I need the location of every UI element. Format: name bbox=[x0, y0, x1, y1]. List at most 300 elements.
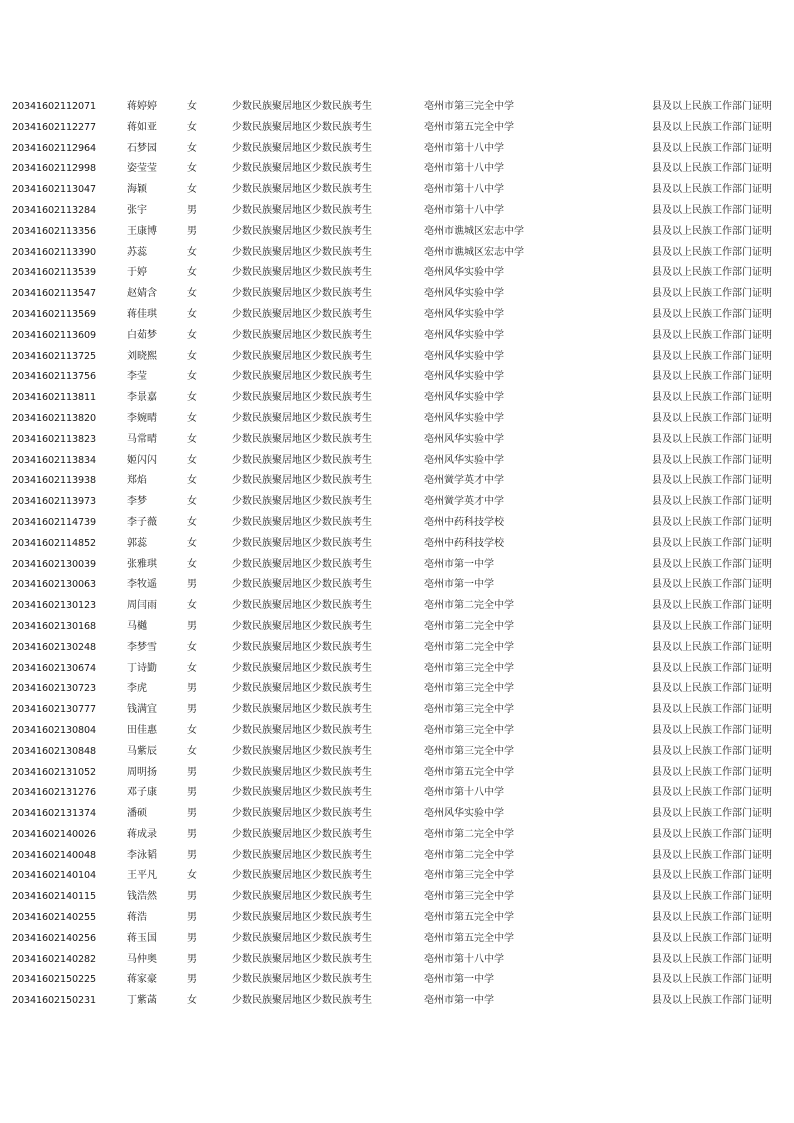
proof-cell: 县及以上民族工作部门证明 bbox=[652, 620, 772, 632]
exam-id-cell: 20341602130168 bbox=[12, 620, 97, 632]
proof-cell: 县及以上民族工作部门证明 bbox=[652, 350, 772, 362]
exam-id-cell: 20341602113539 bbox=[12, 267, 97, 279]
category-cell: 少数民族聚居地区少数民族考生 bbox=[232, 475, 372, 487]
category-cell: 少数民族聚居地区少数民族考生 bbox=[232, 870, 372, 882]
gender-cell: 女 bbox=[187, 558, 197, 570]
student-name-cell: 张宇 bbox=[127, 204, 147, 216]
school-cell: 亳州黉学英才中学 bbox=[424, 496, 504, 508]
exam-id-cell: 20341602131374 bbox=[12, 808, 97, 820]
school-cell: 亳州风华实验中学 bbox=[424, 350, 504, 362]
school-cell: 亳州风华实验中学 bbox=[424, 371, 504, 383]
table-row bbox=[0, 825, 794, 846]
category-cell: 少数民族聚居地区少数民族考生 bbox=[232, 433, 372, 445]
table-row bbox=[0, 970, 794, 991]
gender-cell: 女 bbox=[187, 267, 197, 279]
exam-id-cell: 20341602140282 bbox=[12, 953, 97, 965]
exam-id-cell: 20341602130674 bbox=[12, 662, 97, 674]
student-name-cell: 赵婧含 bbox=[127, 288, 157, 300]
category-cell: 少数民族聚居地区少数民族考生 bbox=[232, 808, 372, 820]
school-cell: 亳州市谯城区宏志中学 bbox=[424, 246, 524, 258]
gender-cell: 男 bbox=[187, 953, 197, 965]
proof-cell: 县及以上民族工作部门证明 bbox=[652, 932, 772, 944]
table-row bbox=[0, 180, 794, 201]
exam-id-cell: 20341602112964 bbox=[12, 142, 97, 154]
proof-cell: 县及以上民族工作部门证明 bbox=[652, 766, 772, 778]
gender-cell: 女 bbox=[187, 288, 197, 300]
category-cell: 少数民族聚居地区少数民族考生 bbox=[232, 912, 372, 924]
table-row bbox=[0, 804, 794, 825]
gender-cell: 男 bbox=[187, 932, 197, 944]
gender-cell: 女 bbox=[187, 329, 197, 341]
proof-cell: 县及以上民族工作部门证明 bbox=[652, 579, 772, 591]
category-cell: 少数民族聚居地区少数民族考生 bbox=[232, 662, 372, 674]
gender-cell: 男 bbox=[187, 579, 197, 591]
school-cell: 亳州市第三完全中学 bbox=[424, 891, 514, 903]
exam-id-cell: 20341602113356 bbox=[12, 225, 97, 237]
table-row bbox=[0, 118, 794, 139]
category-cell: 少数民族聚居地区少数民族考生 bbox=[232, 974, 372, 986]
gender-cell: 女 bbox=[187, 412, 197, 424]
school-cell: 亳州市第三完全中学 bbox=[424, 704, 514, 716]
proof-cell: 县及以上民族工作部门证明 bbox=[652, 184, 772, 196]
table-row bbox=[0, 783, 794, 804]
exam-id-cell: 20341602130848 bbox=[12, 745, 97, 757]
category-cell: 少数民族聚居地区少数民族考生 bbox=[232, 995, 372, 1007]
proof-cell: 县及以上民族工作部门证明 bbox=[652, 537, 772, 549]
exam-id-cell: 20341602112277 bbox=[12, 121, 97, 133]
student-name-cell: 蒋浩 bbox=[127, 912, 147, 924]
gender-cell: 女 bbox=[187, 142, 197, 154]
school-cell: 亳州市第十八中学 bbox=[424, 204, 504, 216]
school-cell: 亳州市第一中学 bbox=[424, 579, 494, 591]
student-name-cell: 李牧遥 bbox=[127, 579, 157, 591]
student-name-cell: 丁紫菡 bbox=[127, 995, 157, 1007]
gender-cell: 女 bbox=[187, 641, 197, 653]
gender-cell: 女 bbox=[187, 475, 197, 487]
category-cell: 少数民族聚居地区少数民族考生 bbox=[232, 849, 372, 861]
student-name-cell: 李子薇 bbox=[127, 516, 157, 528]
category-cell: 少数民族聚居地区少数民族考生 bbox=[232, 579, 372, 591]
student-name-cell: 王康博 bbox=[127, 225, 157, 237]
student-name-cell: 蒋成录 bbox=[127, 828, 157, 840]
student-name-cell: 马仲奥 bbox=[127, 953, 157, 965]
category-cell: 少数民族聚居地区少数民族考生 bbox=[232, 704, 372, 716]
student-name-cell: 石梦园 bbox=[127, 142, 157, 154]
exam-id-cell: 20341602112071 bbox=[12, 101, 97, 112]
student-name-cell: 蒋家豪 bbox=[127, 974, 157, 986]
gender-cell: 女 bbox=[187, 433, 197, 445]
proof-cell: 县及以上民族工作部门证明 bbox=[652, 891, 772, 903]
category-cell: 少数民族聚居地区少数民族考生 bbox=[232, 142, 372, 154]
proof-cell: 县及以上民族工作部门证明 bbox=[652, 225, 772, 237]
table-row bbox=[0, 908, 794, 929]
category-cell: 少数民族聚居地区少数民族考生 bbox=[232, 641, 372, 653]
school-cell: 亳州风华实验中学 bbox=[424, 267, 504, 279]
table-row bbox=[0, 742, 794, 763]
exam-id-cell: 20341602113609 bbox=[12, 329, 97, 341]
gender-cell: 女 bbox=[187, 537, 197, 549]
student-name-cell: 郭蕊 bbox=[127, 537, 147, 549]
category-cell: 少数民族聚居地区少数民族考生 bbox=[232, 745, 372, 757]
table-row bbox=[0, 638, 794, 659]
school-cell: 亳州市第十八中学 bbox=[424, 142, 504, 154]
student-name-cell: 马樾 bbox=[127, 620, 147, 632]
exam-id-cell: 20341602130039 bbox=[12, 558, 97, 570]
proof-cell: 县及以上民族工作部门证明 bbox=[652, 600, 772, 612]
proof-cell: 县及以上民族工作部门证明 bbox=[652, 808, 772, 820]
school-cell: 亳州中药科技学校 bbox=[424, 537, 504, 549]
gender-cell: 男 bbox=[187, 828, 197, 840]
table-row bbox=[0, 451, 794, 472]
school-cell: 亳州市第二完全中学 bbox=[424, 641, 514, 653]
proof-cell: 县及以上民族工作部门证明 bbox=[652, 101, 772, 112]
table-row bbox=[0, 388, 794, 409]
school-cell: 亳州市第三完全中学 bbox=[424, 870, 514, 882]
student-name-cell: 周明扬 bbox=[127, 766, 157, 778]
proof-cell: 县及以上民族工作部门证明 bbox=[652, 412, 772, 424]
proof-cell: 县及以上民族工作部门证明 bbox=[652, 121, 772, 133]
table-row bbox=[0, 430, 794, 451]
category-cell: 少数民族聚居地区少数民族考生 bbox=[232, 766, 372, 778]
gender-cell: 女 bbox=[187, 246, 197, 258]
student-name-cell: 马紫辰 bbox=[127, 745, 157, 757]
gender-cell: 女 bbox=[187, 662, 197, 674]
exam-id-cell: 20341602113569 bbox=[12, 308, 97, 320]
table-row bbox=[0, 887, 794, 908]
student-name-cell: 蒋婷婷 bbox=[127, 101, 157, 112]
table-row bbox=[0, 866, 794, 887]
exam-id-cell: 20341602113047 bbox=[12, 184, 97, 196]
gender-cell: 女 bbox=[187, 371, 197, 383]
proof-cell: 县及以上民族工作部门证明 bbox=[652, 995, 772, 1007]
exam-id-cell: 20341602130248 bbox=[12, 641, 97, 653]
gender-cell: 男 bbox=[187, 204, 197, 216]
school-cell: 亳州风华实验中学 bbox=[424, 308, 504, 320]
exam-id-cell: 20341602140255 bbox=[12, 912, 97, 924]
gender-cell: 女 bbox=[187, 163, 197, 175]
school-cell: 亳州风华实验中学 bbox=[424, 433, 504, 445]
proof-cell: 县及以上民族工作部门证明 bbox=[652, 953, 772, 965]
table-row bbox=[0, 222, 794, 243]
student-name-cell: 潘硕 bbox=[127, 808, 147, 820]
exam-id-cell: 20341602113820 bbox=[12, 412, 97, 424]
school-cell: 亳州市第一中学 bbox=[424, 974, 494, 986]
exam-id-cell: 20341602140048 bbox=[12, 849, 97, 861]
category-cell: 少数民族聚居地区少数民族考生 bbox=[232, 932, 372, 944]
table-row bbox=[0, 97, 794, 118]
proof-cell: 县及以上民族工作部门证明 bbox=[652, 163, 772, 175]
student-name-cell: 邓子康 bbox=[127, 787, 157, 799]
exam-id-cell: 20341602130804 bbox=[12, 724, 97, 736]
exam-id-cell: 20341602112998 bbox=[12, 163, 97, 175]
category-cell: 少数民族聚居地区少数民族考生 bbox=[232, 246, 372, 258]
proof-cell: 县及以上民族工作部门证明 bbox=[652, 496, 772, 508]
student-name-cell: 刘晓熙 bbox=[127, 350, 157, 362]
category-cell: 少数民族聚居地区少数民族考生 bbox=[232, 184, 372, 196]
exam-id-cell: 20341602140115 bbox=[12, 891, 97, 903]
category-cell: 少数民族聚居地区少数民族考生 bbox=[232, 724, 372, 736]
proof-cell: 县及以上民族工作部门证明 bbox=[652, 745, 772, 757]
school-cell: 亳州黉学英才中学 bbox=[424, 475, 504, 487]
proof-cell: 县及以上民族工作部门证明 bbox=[652, 641, 772, 653]
school-cell: 亳州市第五完全中学 bbox=[424, 932, 514, 944]
category-cell: 少数民族聚居地区少数民族考生 bbox=[232, 537, 372, 549]
table-row bbox=[0, 305, 794, 326]
exam-id-cell: 20341602140026 bbox=[12, 828, 97, 840]
gender-cell: 男 bbox=[187, 912, 197, 924]
table-row bbox=[0, 243, 794, 264]
school-cell: 亳州市第三完全中学 bbox=[424, 683, 514, 695]
gender-cell: 女 bbox=[187, 454, 197, 466]
exam-id-cell: 20341602113547 bbox=[12, 288, 97, 300]
category-cell: 少数民族聚居地区少数民族考生 bbox=[232, 267, 372, 279]
gender-cell: 女 bbox=[187, 350, 197, 362]
school-cell: 亳州风华实验中学 bbox=[424, 454, 504, 466]
school-cell: 亳州市第二完全中学 bbox=[424, 620, 514, 632]
student-name-cell: 郑焰 bbox=[127, 475, 147, 487]
category-cell: 少数民族聚居地区少数民族考生 bbox=[232, 350, 372, 362]
proof-cell: 县及以上民族工作部门证明 bbox=[652, 392, 772, 404]
school-cell: 亳州市第三完全中学 bbox=[424, 662, 514, 674]
student-name-cell: 李虎 bbox=[127, 683, 147, 695]
table-row bbox=[0, 492, 794, 513]
proof-cell: 县及以上民族工作部门证明 bbox=[652, 683, 772, 695]
proof-cell: 县及以上民族工作部门证明 bbox=[652, 142, 772, 154]
gender-cell: 男 bbox=[187, 766, 197, 778]
table-row bbox=[0, 721, 794, 742]
exam-id-cell: 20341602130123 bbox=[12, 600, 97, 612]
category-cell: 少数民族聚居地区少数民族考生 bbox=[232, 620, 372, 632]
gender-cell: 女 bbox=[187, 101, 197, 112]
student-name-cell: 钱浩然 bbox=[127, 891, 157, 903]
exam-id-cell: 20341602131052 bbox=[12, 766, 97, 778]
gender-cell: 男 bbox=[187, 849, 197, 861]
category-cell: 少数民族聚居地区少数民族考生 bbox=[232, 225, 372, 237]
table-row bbox=[0, 471, 794, 492]
gender-cell: 女 bbox=[187, 308, 197, 320]
table-row bbox=[0, 201, 794, 222]
category-cell: 少数民族聚居地区少数民族考生 bbox=[232, 953, 372, 965]
school-cell: 亳州风华实验中学 bbox=[424, 329, 504, 341]
gender-cell: 女 bbox=[187, 870, 197, 882]
exam-id-cell: 20341602113811 bbox=[12, 392, 97, 404]
gender-cell: 女 bbox=[187, 496, 197, 508]
proof-cell: 县及以上民族工作部门证明 bbox=[652, 974, 772, 986]
school-cell: 亳州市第三完全中学 bbox=[424, 101, 514, 112]
proof-cell: 县及以上民族工作部门证明 bbox=[652, 828, 772, 840]
proof-cell: 县及以上民族工作部门证明 bbox=[652, 558, 772, 570]
table-row bbox=[0, 367, 794, 388]
student-name-cell: 蒋佳琪 bbox=[127, 308, 157, 320]
school-cell: 亳州市第三完全中学 bbox=[424, 724, 514, 736]
table-row bbox=[0, 284, 794, 305]
exam-id-cell: 20341602140104 bbox=[12, 870, 97, 882]
school-cell: 亳州市谯城区宏志中学 bbox=[424, 225, 524, 237]
gender-cell: 男 bbox=[187, 225, 197, 237]
school-cell: 亳州市第十八中学 bbox=[424, 163, 504, 175]
student-name-cell: 丁诗勤 bbox=[127, 662, 157, 674]
category-cell: 少数民族聚居地区少数民族考生 bbox=[232, 308, 372, 320]
student-name-cell: 张雅琪 bbox=[127, 558, 157, 570]
proof-cell: 县及以上民族工作部门证明 bbox=[652, 267, 772, 279]
school-cell: 亳州市第一中学 bbox=[424, 558, 494, 570]
proof-cell: 县及以上民族工作部门证明 bbox=[652, 433, 772, 445]
gender-cell: 女 bbox=[187, 516, 197, 528]
exam-id-cell: 20341602113756 bbox=[12, 371, 97, 383]
gender-cell: 女 bbox=[187, 121, 197, 133]
exam-id-cell: 20341602113823 bbox=[12, 433, 97, 445]
student-name-cell: 姿莹莹 bbox=[127, 163, 157, 175]
table-row bbox=[0, 700, 794, 721]
table-row bbox=[0, 763, 794, 784]
student-name-cell: 李梦雪 bbox=[127, 641, 157, 653]
proof-cell: 县及以上民族工作部门证明 bbox=[652, 516, 772, 528]
exam-id-cell: 20341602113390 bbox=[12, 246, 97, 258]
table-row bbox=[0, 575, 794, 596]
gender-cell: 女 bbox=[187, 745, 197, 757]
proof-cell: 县及以上民族工作部门证明 bbox=[652, 787, 772, 799]
gender-cell: 男 bbox=[187, 704, 197, 716]
student-name-cell: 蒋玉国 bbox=[127, 932, 157, 944]
table-row bbox=[0, 139, 794, 160]
proof-cell: 县及以上民族工作部门证明 bbox=[652, 912, 772, 924]
gender-cell: 女 bbox=[187, 392, 197, 404]
school-cell: 亳州市第三完全中学 bbox=[424, 745, 514, 757]
school-cell: 亳州市第二完全中学 bbox=[424, 600, 514, 612]
school-cell: 亳州市第二完全中学 bbox=[424, 849, 514, 861]
student-name-cell: 李景嘉 bbox=[127, 392, 157, 404]
student-table bbox=[0, 97, 794, 1012]
category-cell: 少数民族聚居地区少数民族考生 bbox=[232, 163, 372, 175]
category-cell: 少数民族聚居地区少数民族考生 bbox=[232, 329, 372, 341]
category-cell: 少数民族聚居地区少数民族考生 bbox=[232, 412, 372, 424]
exam-id-cell: 20341602113973 bbox=[12, 496, 97, 508]
school-cell: 亳州市第十八中学 bbox=[424, 787, 504, 799]
student-name-cell: 海颖 bbox=[127, 184, 147, 196]
school-cell: 亳州风华实验中学 bbox=[424, 412, 504, 424]
exam-id-cell: 20341602130723 bbox=[12, 683, 97, 695]
proof-cell: 县及以上民族工作部门证明 bbox=[652, 246, 772, 258]
school-cell: 亳州市第一中学 bbox=[424, 995, 494, 1007]
student-name-cell: 苏蕊 bbox=[127, 246, 147, 258]
table-row bbox=[0, 555, 794, 576]
gender-cell: 男 bbox=[187, 683, 197, 695]
exam-id-cell: 20341602130777 bbox=[12, 704, 97, 716]
student-name-cell: 周闫雨 bbox=[127, 600, 157, 612]
table-row bbox=[0, 534, 794, 555]
proof-cell: 县及以上民族工作部门证明 bbox=[652, 662, 772, 674]
category-cell: 少数民族聚居地区少数民族考生 bbox=[232, 204, 372, 216]
category-cell: 少数民族聚居地区少数民族考生 bbox=[232, 828, 372, 840]
gender-cell: 男 bbox=[187, 620, 197, 632]
school-cell: 亳州风华实验中学 bbox=[424, 288, 504, 300]
exam-id-cell: 20341602131276 bbox=[12, 787, 97, 799]
school-cell: 亳州市第十八中学 bbox=[424, 184, 504, 196]
category-cell: 少数民族聚居地区少数民族考生 bbox=[232, 288, 372, 300]
table-row bbox=[0, 263, 794, 284]
exam-id-cell: 20341602140256 bbox=[12, 932, 97, 944]
exam-id-cell: 20341602114852 bbox=[12, 537, 97, 549]
category-cell: 少数民族聚居地区少数民族考生 bbox=[232, 891, 372, 903]
proof-cell: 县及以上民族工作部门证明 bbox=[652, 704, 772, 716]
table-row bbox=[0, 991, 794, 1012]
student-name-cell: 白茹梦 bbox=[127, 329, 157, 341]
gender-cell: 女 bbox=[187, 184, 197, 196]
student-name-cell: 王平凡 bbox=[127, 870, 157, 882]
category-cell: 少数民族聚居地区少数民族考生 bbox=[232, 516, 372, 528]
category-cell: 少数民族聚居地区少数民族考生 bbox=[232, 683, 372, 695]
table-row bbox=[0, 617, 794, 638]
exam-id-cell: 20341602150225 bbox=[12, 974, 97, 986]
gender-cell: 男 bbox=[187, 974, 197, 986]
table-row bbox=[0, 679, 794, 700]
gender-cell: 男 bbox=[187, 787, 197, 799]
student-name-cell: 姬闪闪 bbox=[127, 454, 157, 466]
gender-cell: 女 bbox=[187, 600, 197, 612]
student-name-cell: 李婉晴 bbox=[127, 412, 157, 424]
student-name-cell: 田佳惠 bbox=[127, 724, 157, 736]
table-row bbox=[0, 347, 794, 368]
proof-cell: 县及以上民族工作部门证明 bbox=[652, 475, 772, 487]
table-row bbox=[0, 326, 794, 347]
table-row bbox=[0, 513, 794, 534]
proof-cell: 县及以上民族工作部门证明 bbox=[652, 204, 772, 216]
school-cell: 亳州中药科技学校 bbox=[424, 516, 504, 528]
student-name-cell: 李莹 bbox=[127, 371, 147, 383]
proof-cell: 县及以上民族工作部门证明 bbox=[652, 371, 772, 383]
school-cell: 亳州风华实验中学 bbox=[424, 808, 504, 820]
student-name-cell: 李泳韬 bbox=[127, 849, 157, 861]
exam-id-cell: 20341602150231 bbox=[12, 995, 97, 1007]
category-cell: 少数民族聚居地区少数民族考生 bbox=[232, 392, 372, 404]
gender-cell: 女 bbox=[187, 995, 197, 1007]
category-cell: 少数民族聚居地区少数民族考生 bbox=[232, 101, 372, 112]
proof-cell: 县及以上民族工作部门证明 bbox=[652, 849, 772, 861]
proof-cell: 县及以上民族工作部门证明 bbox=[652, 870, 772, 882]
table-row bbox=[0, 159, 794, 180]
table-row bbox=[0, 409, 794, 430]
exam-id-cell: 20341602113725 bbox=[12, 350, 97, 362]
table-row bbox=[0, 846, 794, 867]
school-cell: 亳州市第五完全中学 bbox=[424, 121, 514, 133]
proof-cell: 县及以上民族工作部门证明 bbox=[652, 724, 772, 736]
proof-cell: 县及以上民族工作部门证明 bbox=[652, 454, 772, 466]
category-cell: 少数民族聚居地区少数民族考生 bbox=[232, 787, 372, 799]
exam-id-cell: 20341602114739 bbox=[12, 516, 97, 528]
exam-id-cell: 20341602113284 bbox=[12, 204, 97, 216]
school-cell: 亳州市第二完全中学 bbox=[424, 828, 514, 840]
category-cell: 少数民族聚居地区少数民族考生 bbox=[232, 454, 372, 466]
proof-cell: 县及以上民族工作部门证明 bbox=[652, 308, 772, 320]
school-cell: 亳州市第十八中学 bbox=[424, 953, 504, 965]
student-name-cell: 李梦 bbox=[127, 496, 147, 508]
gender-cell: 女 bbox=[187, 724, 197, 736]
student-name-cell: 钱满宜 bbox=[127, 704, 157, 716]
category-cell: 少数民族聚居地区少数民族考生 bbox=[232, 121, 372, 133]
gender-cell: 男 bbox=[187, 891, 197, 903]
student-name-cell: 蒋如亚 bbox=[127, 121, 157, 133]
table-row bbox=[0, 659, 794, 680]
exam-id-cell: 20341602113834 bbox=[12, 454, 97, 466]
school-cell: 亳州市第五完全中学 bbox=[424, 766, 514, 778]
school-cell: 亳州风华实验中学 bbox=[424, 392, 504, 404]
category-cell: 少数民族聚居地区少数民族考生 bbox=[232, 600, 372, 612]
table-row bbox=[0, 596, 794, 617]
category-cell: 少数民族聚居地区少数民族考生 bbox=[232, 558, 372, 570]
student-name-cell: 于婷 bbox=[127, 267, 147, 279]
proof-cell: 县及以上民族工作部门证明 bbox=[652, 329, 772, 341]
category-cell: 少数民族聚居地区少数民族考生 bbox=[232, 496, 372, 508]
